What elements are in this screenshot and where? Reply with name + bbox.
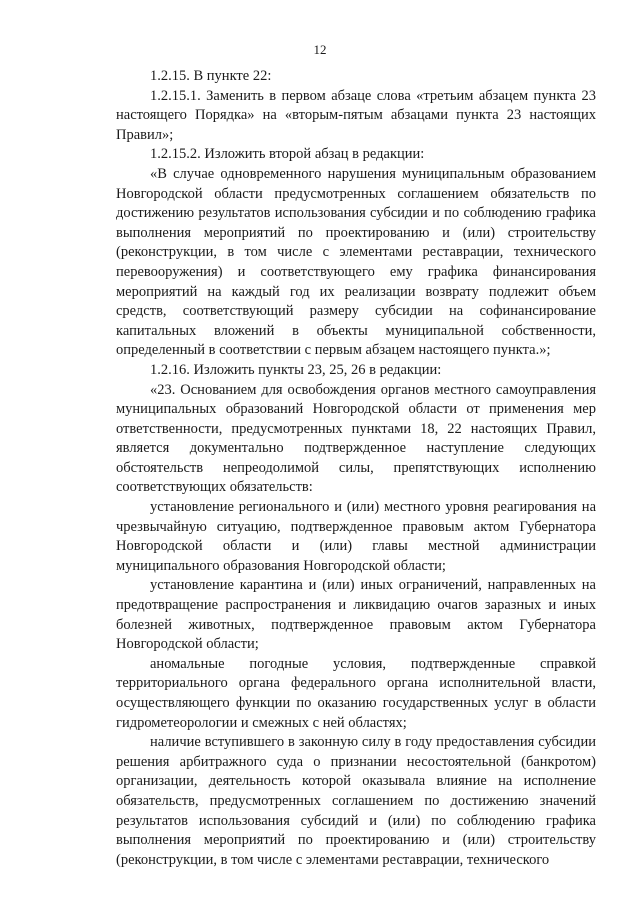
paragraph-1-2-15-2: 1.2.15.2. Изложить второй абзац в редакции:: [150, 146, 425, 163]
list-item-weather: аномальные погодные условия, подтвержденные справкой территориального органа федерального органа исполнительной власти, осуществляющего функции по оказанию государственных услуг в области гидрометеорологии и смежных с ней областях;: [116, 655, 596, 731]
list-item-quarantine: установление карантина и (или) иных ограничений, направленных на предотвращение распространения и ликвидацию очагов заразных и иных болезней животных, подтвержденное правовым актом Губернатора Новгородской области;: [116, 577, 596, 653]
quoted-paragraph-violation: «В случае одновременного нарушения муниципальным образованием Новгородской области предусмотренных соглашением обязательств по достижению результатов использования субсидии и по соблюдению графика выполнения мероприятий по проектированию и (или) строительству (реконструкции, в том числе с элементами реставрации, технического перевооружения) и соответствующего ему графика финансирования мероприятий на каждый год их реализации возврату подлежит объем средств, соответствующий размеру субсидии на софинансирование капитальных вложений в объекты муниципальной собственности, определенный в соответствии с первым абзацем настоящего пункта.»;: [116, 165, 596, 359]
page-number: 12: [313, 42, 327, 57]
paragraph-1-2-15-1: 1.2.15.1. Заменить в первом абзаце слова «третьим абзацем пункта 23 настоящего Порядка» на «вторым-пятым абзацами пункта 23 настоящих Правил»;: [116, 87, 596, 143]
paragraph-1-2-15: 1.2.15. В пункте 22:: [150, 68, 272, 84]
list-item-bankruptcy: наличие вступившего в законную силу в году предоставления субсидии решения арбитражного суда о признании несостоятельной (банкротом) организации, деятельность которой оказывала влияние на исполнение обязательств, предусмотренных соглашением по достижению значений результатов использования субсидий и (или) по соблюдению графика выполнения мероприятий по проектированию и (или) строительству (реконструкции, в том числе с элементами реставрации, технического: [116, 734, 596, 868]
paragraph-point-23: «23. Основанием для освобождения органов местного самоуправления муниципальных образований Новгородской области от применения мер ответственности, предусмотренных пунктами 18, 22 настоящих Правил, является документально подтвержденное наступление следующих обстоятельств непреодолимой силы, препятствующих исполнению соответствующих обязательств:: [116, 381, 596, 496]
paragraph-1-2-16: 1.2.16. Изложить пункты 23, 25, 26 в редакции:: [150, 361, 442, 378]
document-body: [116, 67, 596, 870]
list-item-emergency: установление регионального и (или) местного уровня реагирования на чрезвычайную ситуацию, подтвержденное правовым актом Губернатора Новгородской области и (или) главы местной администрации муниципального образования Новгородской области;: [116, 499, 596, 574]
